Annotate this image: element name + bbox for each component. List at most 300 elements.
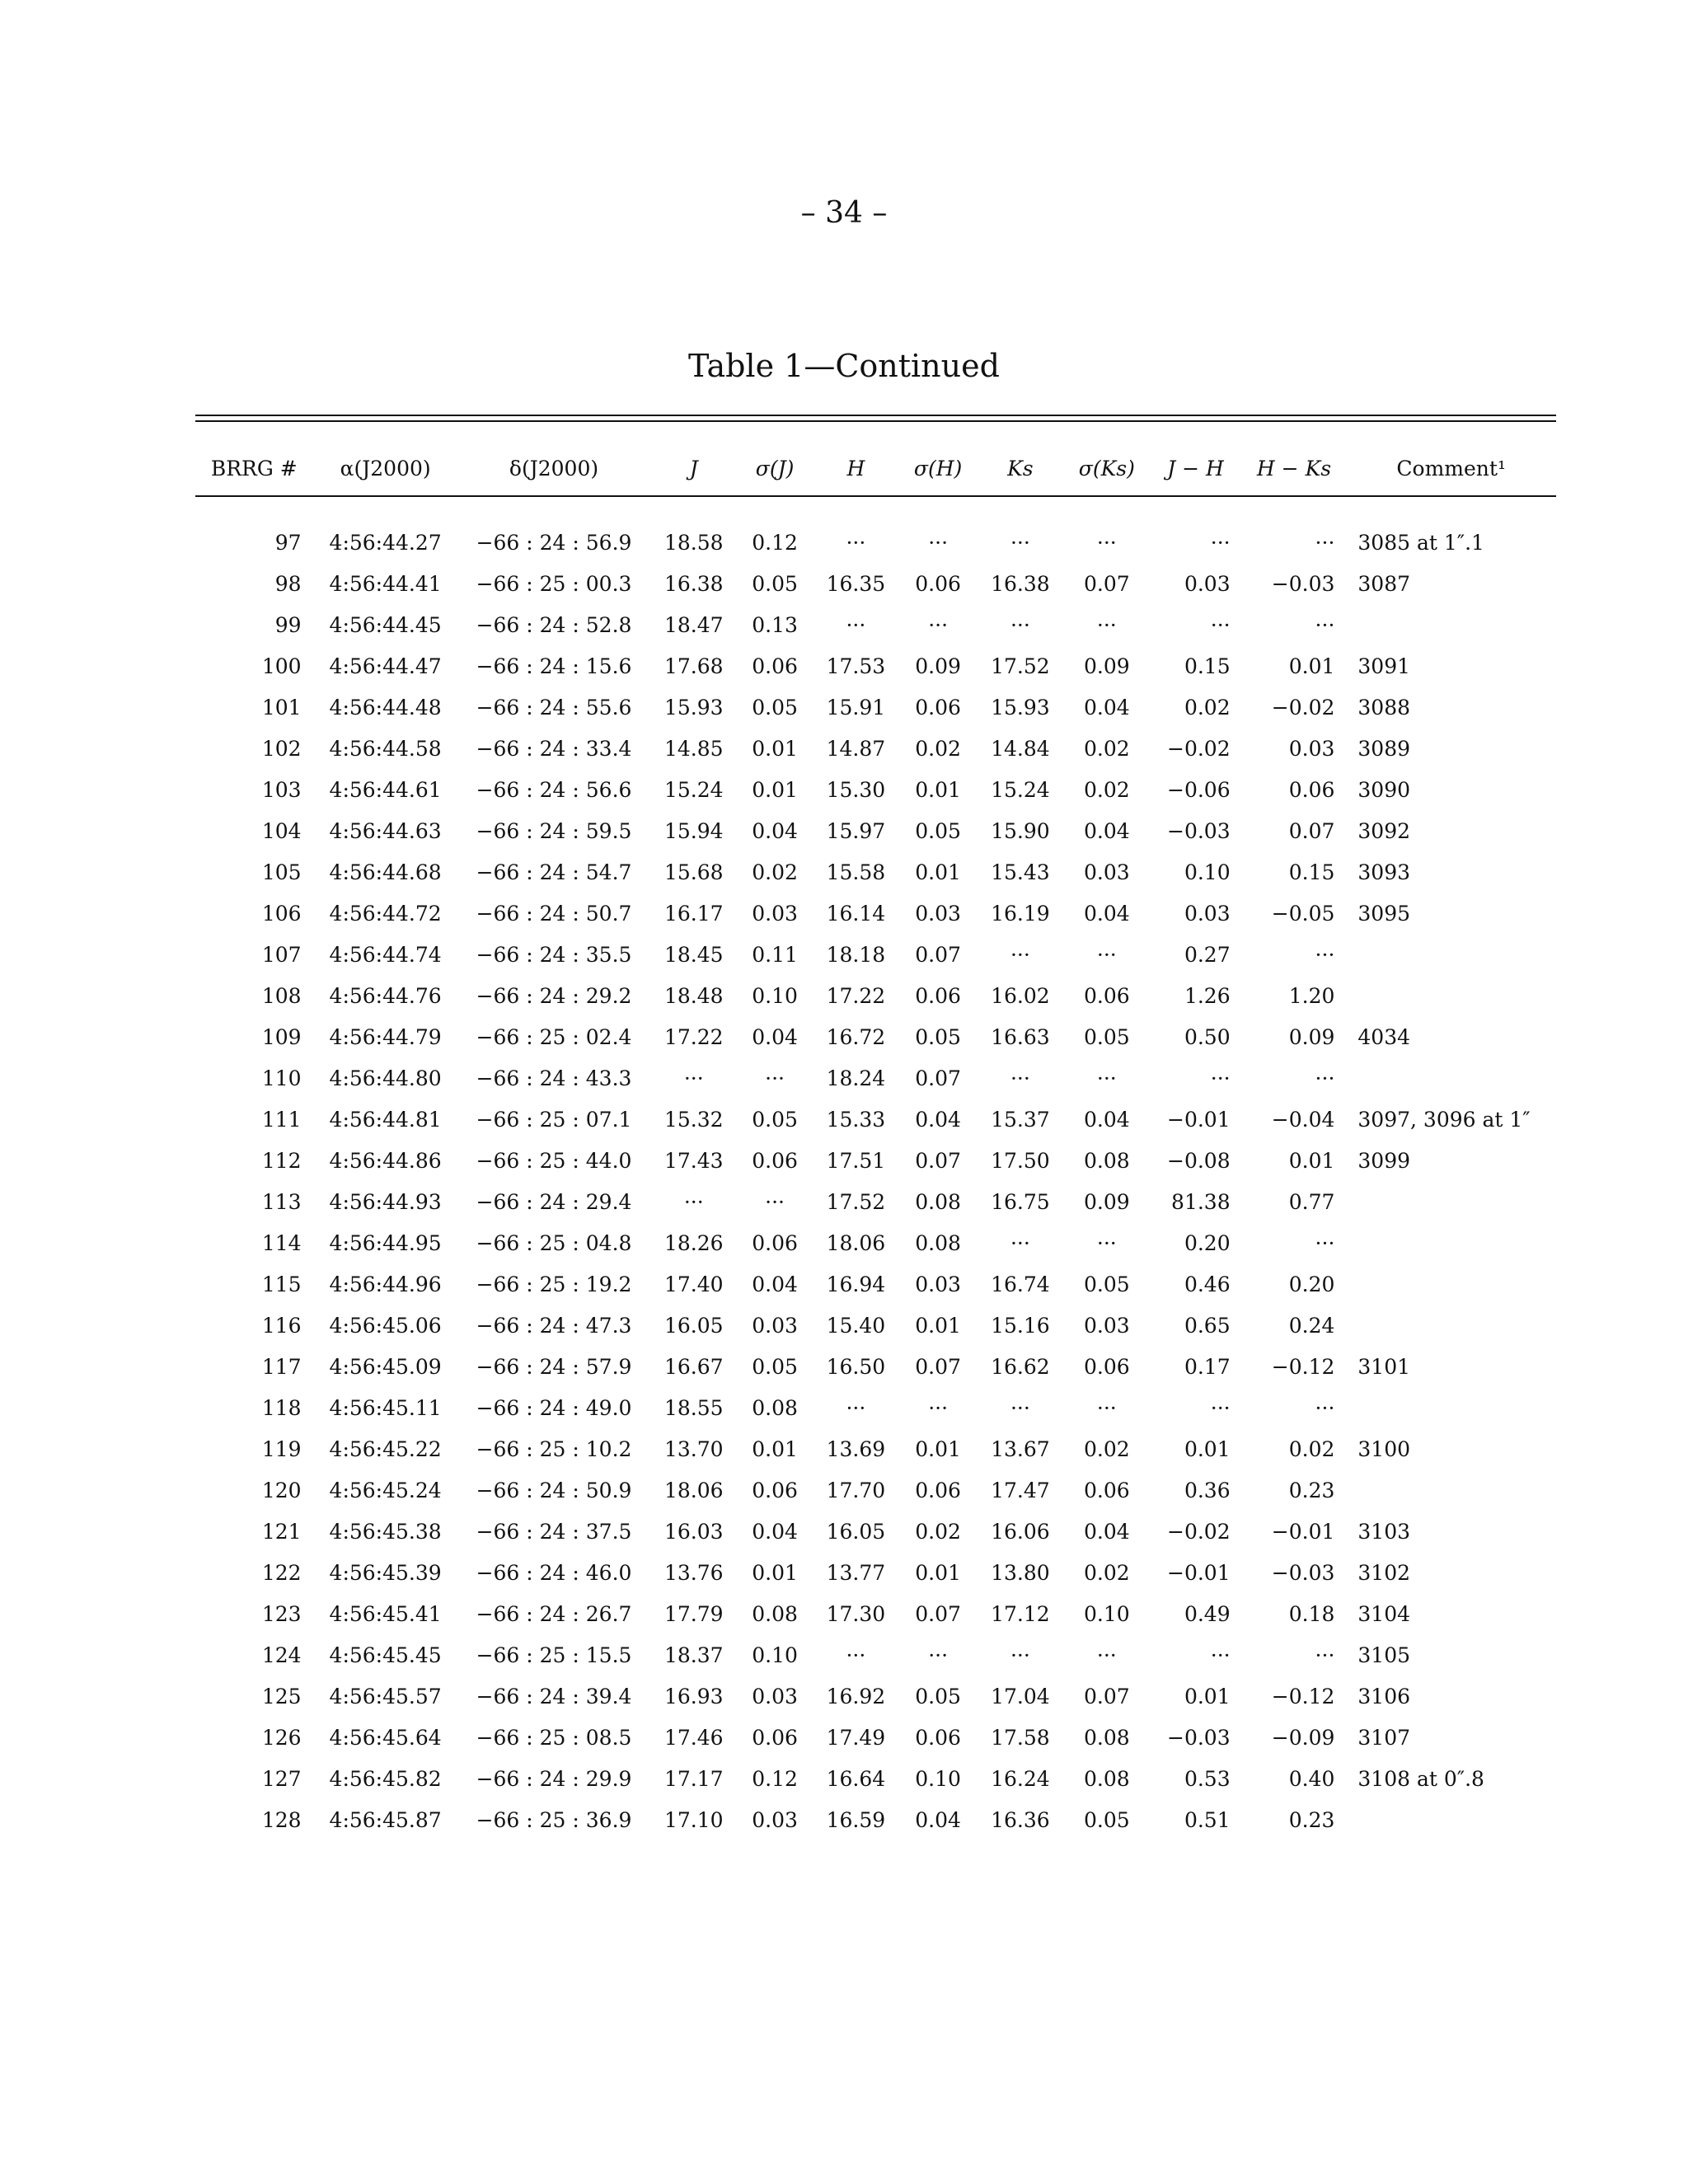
cell-sigma-h: 0.10 — [915, 1766, 961, 1791]
cell-sigma-ks: 0.06 — [1083, 1354, 1130, 1379]
cell-comment — [1346, 1799, 1556, 1840]
cell-h-minus-ks: −0.03 — [1271, 1560, 1335, 1585]
cell-h: 16.14 — [826, 901, 886, 926]
cell-dec: −66 : 24 : 55.6 — [476, 695, 632, 719]
cell-j: 18.45 — [663, 942, 724, 967]
cell-brrg: 115 — [261, 1272, 302, 1296]
cell-ks: 16.63 — [991, 1024, 1050, 1049]
cell-j: 13.70 — [663, 1436, 724, 1461]
cell-comment: 4034 — [1357, 1024, 1411, 1049]
cell-ra: 4:56:45.87 — [329, 1807, 442, 1832]
cell-h: 16.64 — [826, 1766, 886, 1791]
cell-dec: −66 : 24 : 37.5 — [476, 1519, 632, 1544]
table-row — [195, 975, 1556, 1016]
cell-sigma-j: 0.01 — [752, 1560, 798, 1585]
cell-dec: −66 : 24 : 35.5 — [476, 942, 632, 967]
cell-brrg: 108 — [261, 983, 302, 1008]
cell-j: 15.32 — [663, 1107, 724, 1132]
cell-j-minus-h: ··· — [1210, 1066, 1231, 1090]
cell-ra: 4:56:44.41 — [329, 571, 442, 596]
cell-sigma-ks: 0.05 — [1083, 1024, 1130, 1049]
cell-comment: 3088 — [1357, 695, 1411, 719]
cell-h: 13.77 — [826, 1560, 886, 1585]
cell-sigma-h: 0.01 — [915, 1436, 961, 1461]
cell-brrg: 118 — [261, 1395, 302, 1420]
cell-h: 15.97 — [826, 818, 886, 843]
table-row — [195, 810, 1556, 851]
table-row — [195, 522, 1556, 563]
cell-ks: 17.04 — [991, 1684, 1050, 1708]
cell-sigma-ks: 0.08 — [1083, 1766, 1130, 1791]
cell-comment: 3091 — [1357, 654, 1411, 678]
cell-ks: ··· — [1010, 1643, 1030, 1667]
cell-ra: 4:56:44.80 — [329, 1066, 442, 1090]
table-header-row — [195, 441, 1556, 495]
cell-ks: 17.47 — [991, 1478, 1050, 1502]
cell-ks: 16.74 — [991, 1272, 1050, 1296]
cell-ra: 4:56:45.45 — [329, 1643, 442, 1667]
cell-h: 18.06 — [826, 1230, 886, 1255]
cell-dec: −66 : 25 : 04.8 — [476, 1230, 632, 1255]
cell-brrg: 124 — [261, 1643, 302, 1667]
cell-brrg: 111 — [261, 1107, 302, 1132]
table-row — [195, 728, 1556, 769]
col-header-h-minus-ks: H − Ks — [1256, 456, 1332, 480]
cell-ra: 4:56:44.68 — [329, 860, 442, 884]
cell-sigma-h: 0.04 — [915, 1807, 961, 1832]
cell-brrg: 122 — [261, 1560, 302, 1585]
cell-j-minus-h: −0.03 — [1167, 818, 1231, 843]
cell-j: ··· — [683, 1066, 704, 1090]
cell-h-minus-ks: ··· — [1315, 1643, 1335, 1667]
cell-sigma-j: 0.06 — [752, 1725, 798, 1750]
cell-sigma-ks: 0.04 — [1083, 901, 1130, 926]
cell-brrg: 120 — [261, 1478, 302, 1502]
table-row — [195, 1305, 1556, 1346]
cell-j-minus-h: 81.38 — [1171, 1189, 1231, 1214]
cell-j-minus-h: −0.03 — [1167, 1725, 1231, 1750]
cell-h-minus-ks: −0.02 — [1271, 695, 1335, 719]
cell-h-minus-ks: ··· — [1315, 1395, 1335, 1420]
cell-sigma-ks: 0.04 — [1083, 1107, 1130, 1132]
cell-j-minus-h: 0.65 — [1184, 1313, 1231, 1338]
cell-sigma-ks: 0.07 — [1083, 1684, 1130, 1708]
cell-h: 16.94 — [826, 1272, 886, 1296]
cell-sigma-h: 0.01 — [915, 1560, 961, 1585]
cell-j-minus-h: −0.02 — [1167, 1519, 1231, 1544]
cell-j-minus-h: ··· — [1210, 1395, 1231, 1420]
cell-brrg: 97 — [274, 530, 302, 555]
cell-ks: ··· — [1010, 530, 1030, 555]
cell-sigma-j: 0.03 — [752, 1684, 798, 1708]
cell-ks: 13.80 — [991, 1560, 1050, 1585]
table-row — [195, 604, 1556, 645]
cell-sigma-h: ··· — [928, 1395, 949, 1420]
cell-sigma-h: 0.07 — [915, 942, 961, 967]
cell-j: 17.40 — [663, 1272, 724, 1296]
cell-ra: 4:56:45.39 — [329, 1560, 442, 1585]
col-header-dec: δ(J2000) — [509, 456, 599, 480]
cell-h-minus-ks: ··· — [1315, 1230, 1335, 1255]
cell-sigma-ks: 0.03 — [1083, 1313, 1130, 1338]
cell-h: 17.53 — [826, 654, 886, 678]
cell-sigma-ks: 0.02 — [1083, 1560, 1130, 1585]
cell-sigma-j: 0.03 — [752, 1313, 798, 1338]
cell-h-minus-ks: 0.06 — [1288, 777, 1335, 802]
cell-h-minus-ks: ··· — [1315, 1066, 1335, 1090]
cell-sigma-h: 0.03 — [915, 1272, 961, 1296]
cell-j-minus-h: 0.01 — [1184, 1684, 1231, 1708]
cell-sigma-j: 0.04 — [752, 1519, 798, 1544]
cell-ks: 15.37 — [991, 1107, 1050, 1132]
cell-h: 17.52 — [826, 1189, 886, 1214]
cell-brrg: 113 — [261, 1189, 302, 1214]
cell-sigma-ks: 0.09 — [1083, 654, 1130, 678]
cell-ks: ··· — [1010, 1230, 1030, 1255]
cell-ra: 4:56:44.76 — [329, 983, 442, 1008]
cell-j-minus-h: 0.03 — [1184, 901, 1231, 926]
cell-sigma-ks: 0.04 — [1083, 1519, 1130, 1544]
col-header-sigma-h: σ(H) — [913, 456, 963, 480]
cell-ra: 4:56:44.61 — [329, 777, 442, 802]
cell-h-minus-ks: 0.23 — [1288, 1807, 1335, 1832]
cell-sigma-ks: 0.05 — [1083, 1807, 1130, 1832]
cell-dec: −66 : 24 : 33.4 — [476, 736, 632, 761]
cell-dec: −66 : 24 : 15.6 — [476, 654, 632, 678]
cell-brrg: 101 — [261, 695, 302, 719]
cell-sigma-ks: 0.06 — [1083, 1478, 1130, 1502]
cell-sigma-ks: ··· — [1096, 1643, 1117, 1667]
cell-dec: −66 : 24 : 52.8 — [476, 612, 632, 637]
cell-sigma-j: 0.10 — [752, 983, 798, 1008]
cell-ra: 4:56:45.24 — [329, 1478, 442, 1502]
cell-sigma-ks: ··· — [1096, 1395, 1117, 1420]
cell-sigma-ks: 0.07 — [1083, 571, 1130, 596]
cell-j: 18.06 — [663, 1478, 724, 1502]
cell-j: 16.17 — [663, 901, 724, 926]
cell-sigma-h: 0.01 — [915, 1313, 961, 1338]
table-row — [195, 1263, 1556, 1305]
cell-h: ··· — [846, 1643, 866, 1667]
table-row — [195, 851, 1556, 893]
cell-sigma-j: 0.12 — [752, 530, 798, 555]
cell-j: 15.68 — [663, 860, 724, 884]
cell-dec: −66 : 24 : 54.7 — [476, 860, 632, 884]
cell-j-minus-h: 1.26 — [1184, 983, 1231, 1008]
cell-j: 16.67 — [663, 1354, 724, 1379]
cell-comment: 3085 at 1″.1 — [1357, 530, 1484, 555]
cell-ra: 4:56:45.22 — [329, 1436, 442, 1461]
cell-ra: 4:56:44.74 — [329, 942, 442, 967]
cell-h-minus-ks: 0.15 — [1288, 860, 1335, 884]
cell-brrg: 99 — [274, 612, 302, 637]
cell-h-minus-ks: 0.07 — [1288, 818, 1335, 843]
cell-ra: 4:56:44.95 — [329, 1230, 442, 1255]
cell-comment — [1346, 975, 1556, 1016]
cell-comment: 3087 — [1357, 571, 1411, 596]
cell-sigma-ks: 0.06 — [1083, 983, 1130, 1008]
cell-j: 15.24 — [663, 777, 724, 802]
cell-h: 15.30 — [826, 777, 886, 802]
cell-h-minus-ks: −0.04 — [1271, 1107, 1335, 1132]
cell-sigma-h: 0.09 — [915, 654, 961, 678]
cell-dec: −66 : 24 : 56.9 — [476, 530, 632, 555]
cell-sigma-ks: ··· — [1096, 1066, 1117, 1090]
cell-brrg: 126 — [261, 1725, 302, 1750]
cell-sigma-ks: 0.03 — [1083, 860, 1130, 884]
cell-sigma-ks: 0.09 — [1083, 1189, 1130, 1214]
cell-comment — [1346, 1263, 1556, 1305]
cell-ra: 4:56:44.81 — [329, 1107, 442, 1132]
cell-brrg: 114 — [261, 1230, 302, 1255]
table-row — [195, 1222, 1556, 1263]
cell-dec: −66 : 25 : 44.0 — [476, 1148, 632, 1173]
cell-j-minus-h: −0.06 — [1167, 777, 1231, 802]
cell-sigma-ks: 0.02 — [1083, 1436, 1130, 1461]
cell-h-minus-ks: −0.12 — [1271, 1354, 1335, 1379]
cell-comment: 3101 — [1357, 1354, 1411, 1379]
cell-h-minus-ks: 0.40 — [1288, 1766, 1335, 1791]
table-row — [195, 1099, 1556, 1140]
cell-h: ··· — [846, 1395, 866, 1420]
cell-sigma-j: 0.10 — [752, 1643, 798, 1667]
cell-sigma-ks: ··· — [1096, 942, 1117, 967]
cell-brrg: 104 — [261, 818, 302, 843]
cell-sigma-ks: ··· — [1096, 1230, 1117, 1255]
cell-comment: 3108 at 0″.8 — [1357, 1766, 1484, 1791]
cell-j-minus-h: −0.01 — [1167, 1560, 1231, 1585]
cell-j: 17.79 — [663, 1601, 724, 1626]
cell-j: 17.68 — [663, 654, 724, 678]
cell-brrg: 123 — [261, 1601, 302, 1626]
cell-ra: 4:56:45.09 — [329, 1354, 442, 1379]
table-row — [195, 1717, 1556, 1758]
cell-ra: 4:56:44.93 — [329, 1189, 442, 1214]
table-row — [195, 1511, 1556, 1552]
cell-h: 15.91 — [826, 695, 886, 719]
cell-sigma-h: 0.05 — [915, 818, 961, 843]
cell-sigma-ks: ··· — [1096, 612, 1117, 637]
cell-sigma-j: 0.13 — [752, 612, 798, 637]
cell-comment: 3089 — [1357, 736, 1411, 761]
cell-h-minus-ks: 0.24 — [1288, 1313, 1335, 1338]
cell-h: 18.24 — [826, 1066, 886, 1090]
cell-h-minus-ks: −0.12 — [1271, 1684, 1335, 1708]
cell-brrg: 98 — [274, 571, 302, 596]
cell-dec: −66 : 24 : 29.4 — [476, 1189, 632, 1214]
cell-ks: 16.06 — [991, 1519, 1050, 1544]
cell-j: 17.22 — [663, 1024, 724, 1049]
cell-j-minus-h: 0.15 — [1184, 654, 1231, 678]
cell-brrg: 116 — [261, 1313, 302, 1338]
cell-dec: −66 : 25 : 19.2 — [476, 1272, 632, 1296]
cell-dec: −66 : 25 : 15.5 — [476, 1643, 632, 1667]
cell-j: 15.93 — [663, 695, 724, 719]
cell-comment — [1346, 1222, 1556, 1263]
cell-sigma-j: 0.06 — [752, 654, 798, 678]
cell-h-minus-ks: 0.01 — [1288, 654, 1335, 678]
cell-brrg: 105 — [261, 860, 302, 884]
cell-sigma-h: 0.07 — [915, 1601, 961, 1626]
cell-sigma-h: 0.01 — [915, 860, 961, 884]
cell-j-minus-h: 0.49 — [1184, 1601, 1231, 1626]
cell-h-minus-ks: −0.03 — [1271, 571, 1335, 596]
cell-sigma-j: 0.01 — [752, 1436, 798, 1461]
table-row — [195, 893, 1556, 934]
cell-h-minus-ks: −0.01 — [1271, 1519, 1335, 1544]
col-header-j-minus-h: J − H — [1167, 456, 1224, 480]
cell-ra: 4:56:44.45 — [329, 612, 442, 637]
cell-j: 18.26 — [663, 1230, 724, 1255]
cell-dec: −66 : 25 : 02.4 — [476, 1024, 632, 1049]
col-header-sigma-ks: σ(Ks) — [1078, 456, 1135, 480]
cell-sigma-h: 0.03 — [915, 901, 961, 926]
cell-j-minus-h: 0.10 — [1184, 860, 1231, 884]
table-row — [195, 1634, 1556, 1675]
cell-ks: 16.62 — [991, 1354, 1050, 1379]
cell-sigma-h: 0.05 — [915, 1684, 961, 1708]
cell-sigma-ks: ··· — [1096, 530, 1117, 555]
cell-sigma-ks: 0.08 — [1083, 1725, 1130, 1750]
cell-h-minus-ks: 0.02 — [1288, 1436, 1335, 1461]
cell-j-minus-h: ··· — [1210, 612, 1231, 637]
cell-ks: ··· — [1010, 942, 1030, 967]
col-header-h: H — [846, 456, 865, 480]
cell-brrg: 125 — [261, 1684, 302, 1708]
table-row — [195, 1057, 1556, 1099]
table-row — [195, 1469, 1556, 1511]
cell-j-minus-h: ··· — [1210, 530, 1231, 555]
cell-comment — [1346, 1469, 1556, 1511]
cell-dec: −66 : 24 : 29.9 — [476, 1766, 632, 1791]
cell-h: 17.22 — [826, 983, 886, 1008]
cell-j: 17.46 — [663, 1725, 724, 1750]
cell-brrg: 107 — [261, 942, 302, 967]
cell-j-minus-h: −0.08 — [1167, 1148, 1231, 1173]
cell-sigma-j: 0.11 — [752, 942, 798, 967]
table-row — [195, 645, 1556, 687]
photometry-table — [195, 441, 1556, 1840]
cell-ra: 4:56:45.41 — [329, 1601, 442, 1626]
table-row — [195, 1387, 1556, 1428]
cell-brrg: 117 — [261, 1354, 302, 1379]
cell-h: 17.70 — [826, 1478, 886, 1502]
table-row — [195, 1346, 1556, 1387]
cell-ra: 4:56:45.11 — [329, 1395, 442, 1420]
cell-ra: 4:56:44.47 — [329, 654, 442, 678]
cell-sigma-j: 0.03 — [752, 1807, 798, 1832]
cell-sigma-h: 0.06 — [915, 983, 961, 1008]
cell-dec: −66 : 24 : 50.9 — [476, 1478, 632, 1502]
cell-dec: −66 : 24 : 43.3 — [476, 1066, 632, 1090]
cell-sigma-h: 0.06 — [915, 1725, 961, 1750]
cell-j-minus-h: 0.20 — [1184, 1230, 1231, 1255]
table-row — [195, 1552, 1556, 1593]
cell-comment: 3105 — [1357, 1643, 1411, 1667]
cell-dec: −66 : 24 : 39.4 — [476, 1684, 632, 1708]
cell-sigma-h: 0.02 — [915, 736, 961, 761]
cell-h-minus-ks: 0.20 — [1288, 1272, 1335, 1296]
cell-brrg: 106 — [261, 901, 302, 926]
cell-j: 17.43 — [663, 1148, 724, 1173]
cell-dec: −66 : 24 : 57.9 — [476, 1354, 632, 1379]
cell-comment — [1346, 1057, 1556, 1099]
cell-j: 18.48 — [663, 983, 724, 1008]
cell-comment — [1346, 604, 1556, 645]
cell-brrg: 102 — [261, 736, 302, 761]
cell-dec: −66 : 24 : 50.7 — [476, 901, 632, 926]
cell-ra: 4:56:45.64 — [329, 1725, 442, 1750]
cell-j-minus-h: −0.01 — [1167, 1107, 1231, 1132]
cell-j: 16.03 — [663, 1519, 724, 1544]
cell-ra: 4:56:44.27 — [329, 530, 442, 555]
cell-dec: −66 : 24 : 59.5 — [476, 818, 632, 843]
cell-ra: 4:56:44.79 — [329, 1024, 442, 1049]
cell-sigma-ks: 0.10 — [1083, 1601, 1130, 1626]
cell-j: 16.93 — [663, 1684, 724, 1708]
cell-ra: 4:56:44.58 — [329, 736, 442, 761]
cell-dec: −66 : 24 : 46.0 — [476, 1560, 632, 1585]
cell-h: 16.59 — [826, 1807, 886, 1832]
cell-h-minus-ks: 0.23 — [1288, 1478, 1335, 1502]
cell-sigma-j: 0.08 — [752, 1395, 798, 1420]
cell-h-minus-ks: 1.20 — [1288, 983, 1335, 1008]
table-row — [195, 1675, 1556, 1717]
cell-dec: −66 : 25 : 07.1 — [476, 1107, 632, 1132]
cell-j: 16.38 — [663, 571, 724, 596]
cell-sigma-ks: 0.02 — [1083, 736, 1130, 761]
cell-sigma-h: 0.01 — [915, 777, 961, 802]
cell-j-minus-h: 0.51 — [1184, 1807, 1231, 1832]
cell-h-minus-ks: ··· — [1315, 942, 1335, 967]
cell-sigma-j: 0.04 — [752, 1024, 798, 1049]
table-row — [195, 1140, 1556, 1181]
cell-ra: 4:56:45.57 — [329, 1684, 442, 1708]
cell-j: 16.05 — [663, 1313, 724, 1338]
cell-brrg: 127 — [261, 1766, 302, 1791]
cell-sigma-h: 0.05 — [915, 1024, 961, 1049]
cell-comment: 3097, 3096 at 1″ — [1357, 1107, 1531, 1132]
cell-j: 18.37 — [663, 1643, 724, 1667]
table-title: Table 1—Continued — [688, 348, 1000, 384]
cell-h: 16.35 — [826, 571, 886, 596]
cell-j: 15.94 — [663, 818, 724, 843]
cell-sigma-h: 0.06 — [915, 695, 961, 719]
table-row — [195, 1593, 1556, 1634]
cell-h: 17.51 — [826, 1148, 886, 1173]
cell-dec: −66 : 25 : 00.3 — [476, 571, 632, 596]
table-row — [195, 934, 1556, 975]
cell-dec: −66 : 24 : 29.2 — [476, 983, 632, 1008]
cell-ks: 16.36 — [991, 1807, 1050, 1832]
cell-brrg: 110 — [261, 1066, 302, 1090]
cell-j-minus-h: 0.36 — [1184, 1478, 1231, 1502]
cell-ks: ··· — [1010, 1066, 1030, 1090]
cell-h: 15.58 — [826, 860, 886, 884]
col-header-brrg: BRRG # — [210, 456, 298, 480]
cell-ks: 16.19 — [991, 901, 1050, 926]
cell-sigma-h: 0.02 — [915, 1519, 961, 1544]
col-header-comment: Comment¹ — [1396, 456, 1506, 480]
cell-comment — [1346, 1387, 1556, 1428]
cell-dec: −66 : 24 : 49.0 — [476, 1395, 632, 1420]
cell-sigma-j: 0.12 — [752, 1766, 798, 1791]
cell-sigma-j: 0.05 — [752, 695, 798, 719]
cell-ra: 4:56:45.38 — [329, 1519, 442, 1544]
cell-ra: 4:56:44.96 — [329, 1272, 442, 1296]
cell-brrg: 119 — [261, 1436, 302, 1461]
cell-h-minus-ks: −0.05 — [1271, 901, 1335, 926]
